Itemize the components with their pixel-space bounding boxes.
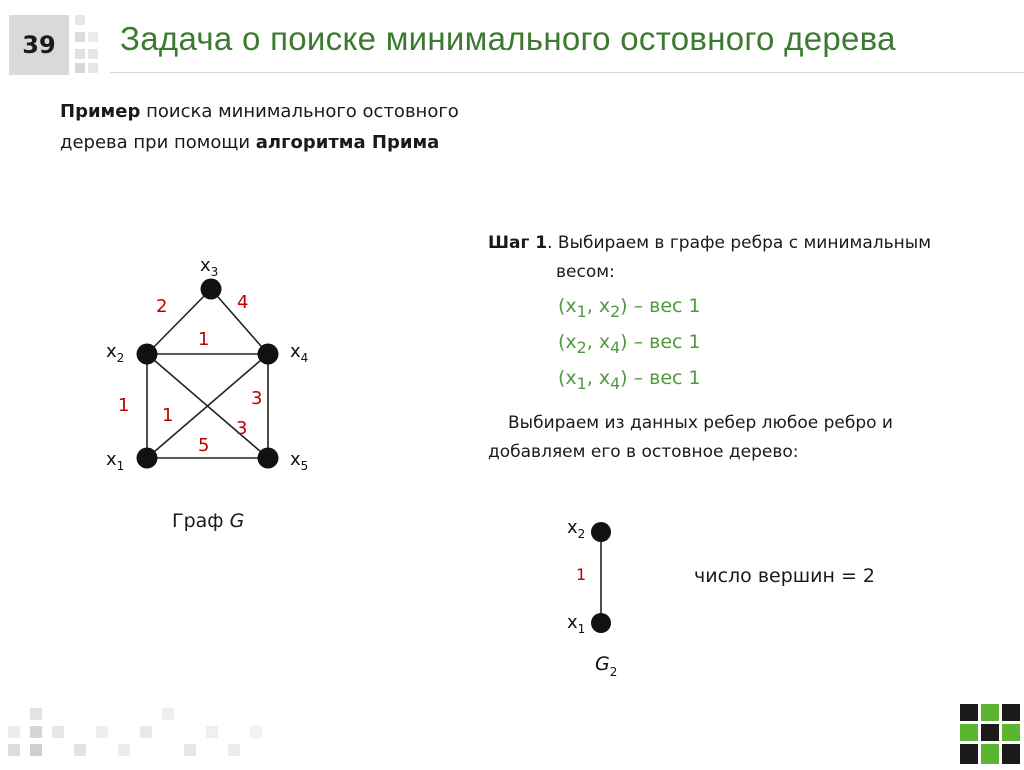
step1-text-cont: весом: [556, 262, 615, 282]
weight-x1-x5: 5 [198, 435, 210, 456]
step1-text: . Выбираем в графе ребра с минимальным [547, 233, 932, 253]
weight-x2-x3: 2 [156, 296, 168, 317]
choose-line-2: добавляем его в остовное дерево: [488, 442, 799, 462]
weight-x2-x1: 1 [118, 395, 130, 416]
node-label-x3: $x_3$ [200, 255, 219, 279]
step1-line [488, 229, 988, 258]
min-edge-item: ($x_1$, $x_2$) – вес 1 [558, 295, 701, 321]
intro-bold-example: Пример [60, 101, 141, 122]
vertex-count-text: число вершин = 2 [694, 565, 876, 587]
graph-g2 [545, 505, 665, 685]
step1-block [488, 229, 988, 287]
weight-x2-x4: 1 [198, 329, 210, 350]
weight-x3-x4: 4 [237, 292, 249, 313]
intro-text [60, 96, 520, 158]
node-label-x2: $x_2$ [106, 341, 125, 365]
graph-caption-text: Граф [172, 510, 230, 532]
weight-x1-x4: 1 [162, 405, 174, 426]
g2-label-x2: $x_2$ [567, 517, 586, 541]
intro-bold-algorithm: алгоритма Прима [255, 132, 440, 153]
node-x3 [201, 279, 222, 300]
g2-caption: $G_2$ [595, 653, 618, 679]
node-x2 [137, 344, 158, 365]
title-divider [110, 72, 1024, 73]
node-x4 [258, 344, 279, 365]
node-x5 [258, 448, 279, 469]
slide-number: 39 [9, 15, 69, 75]
min-edge-item: ($x_1$, $x_4$) – вес 1 [558, 366, 701, 393]
graph-g [0, 250, 340, 510]
logo-icon [960, 704, 1020, 764]
intro-plain: поиска минимального остовного дерева при помощи [60, 101, 459, 153]
decorative-squares-bottom [0, 690, 280, 770]
g2-label-x1: $x_1$ [567, 612, 586, 636]
weight-x2-x5: 3 [236, 418, 248, 439]
slide-title: Задача о поиске минимального остовного дерева [120, 20, 896, 57]
graph-g-caption [172, 510, 244, 532]
graph-caption-italic: G [229, 510, 245, 532]
step1-label: Шаг 1 [488, 233, 548, 253]
node-label-x4: $x_4$ [290, 341, 309, 365]
choose-text [488, 409, 968, 467]
min-edge-item: ($x_2$, $x_4$) – вес 1 [558, 330, 701, 357]
g2-node-x1 [591, 613, 611, 633]
node-x1 [137, 448, 158, 469]
min-edge-list [558, 291, 701, 398]
node-label-x5: $x_5$ [290, 449, 309, 473]
weight-x4-x5: 3 [251, 388, 263, 409]
choose-line-1: Выбираем из данных ребер любое ребро и [508, 413, 893, 433]
g2-node-x2 [591, 522, 611, 542]
node-label-x1: $x_1$ [106, 449, 125, 473]
g2-weight: 1 [576, 565, 587, 584]
